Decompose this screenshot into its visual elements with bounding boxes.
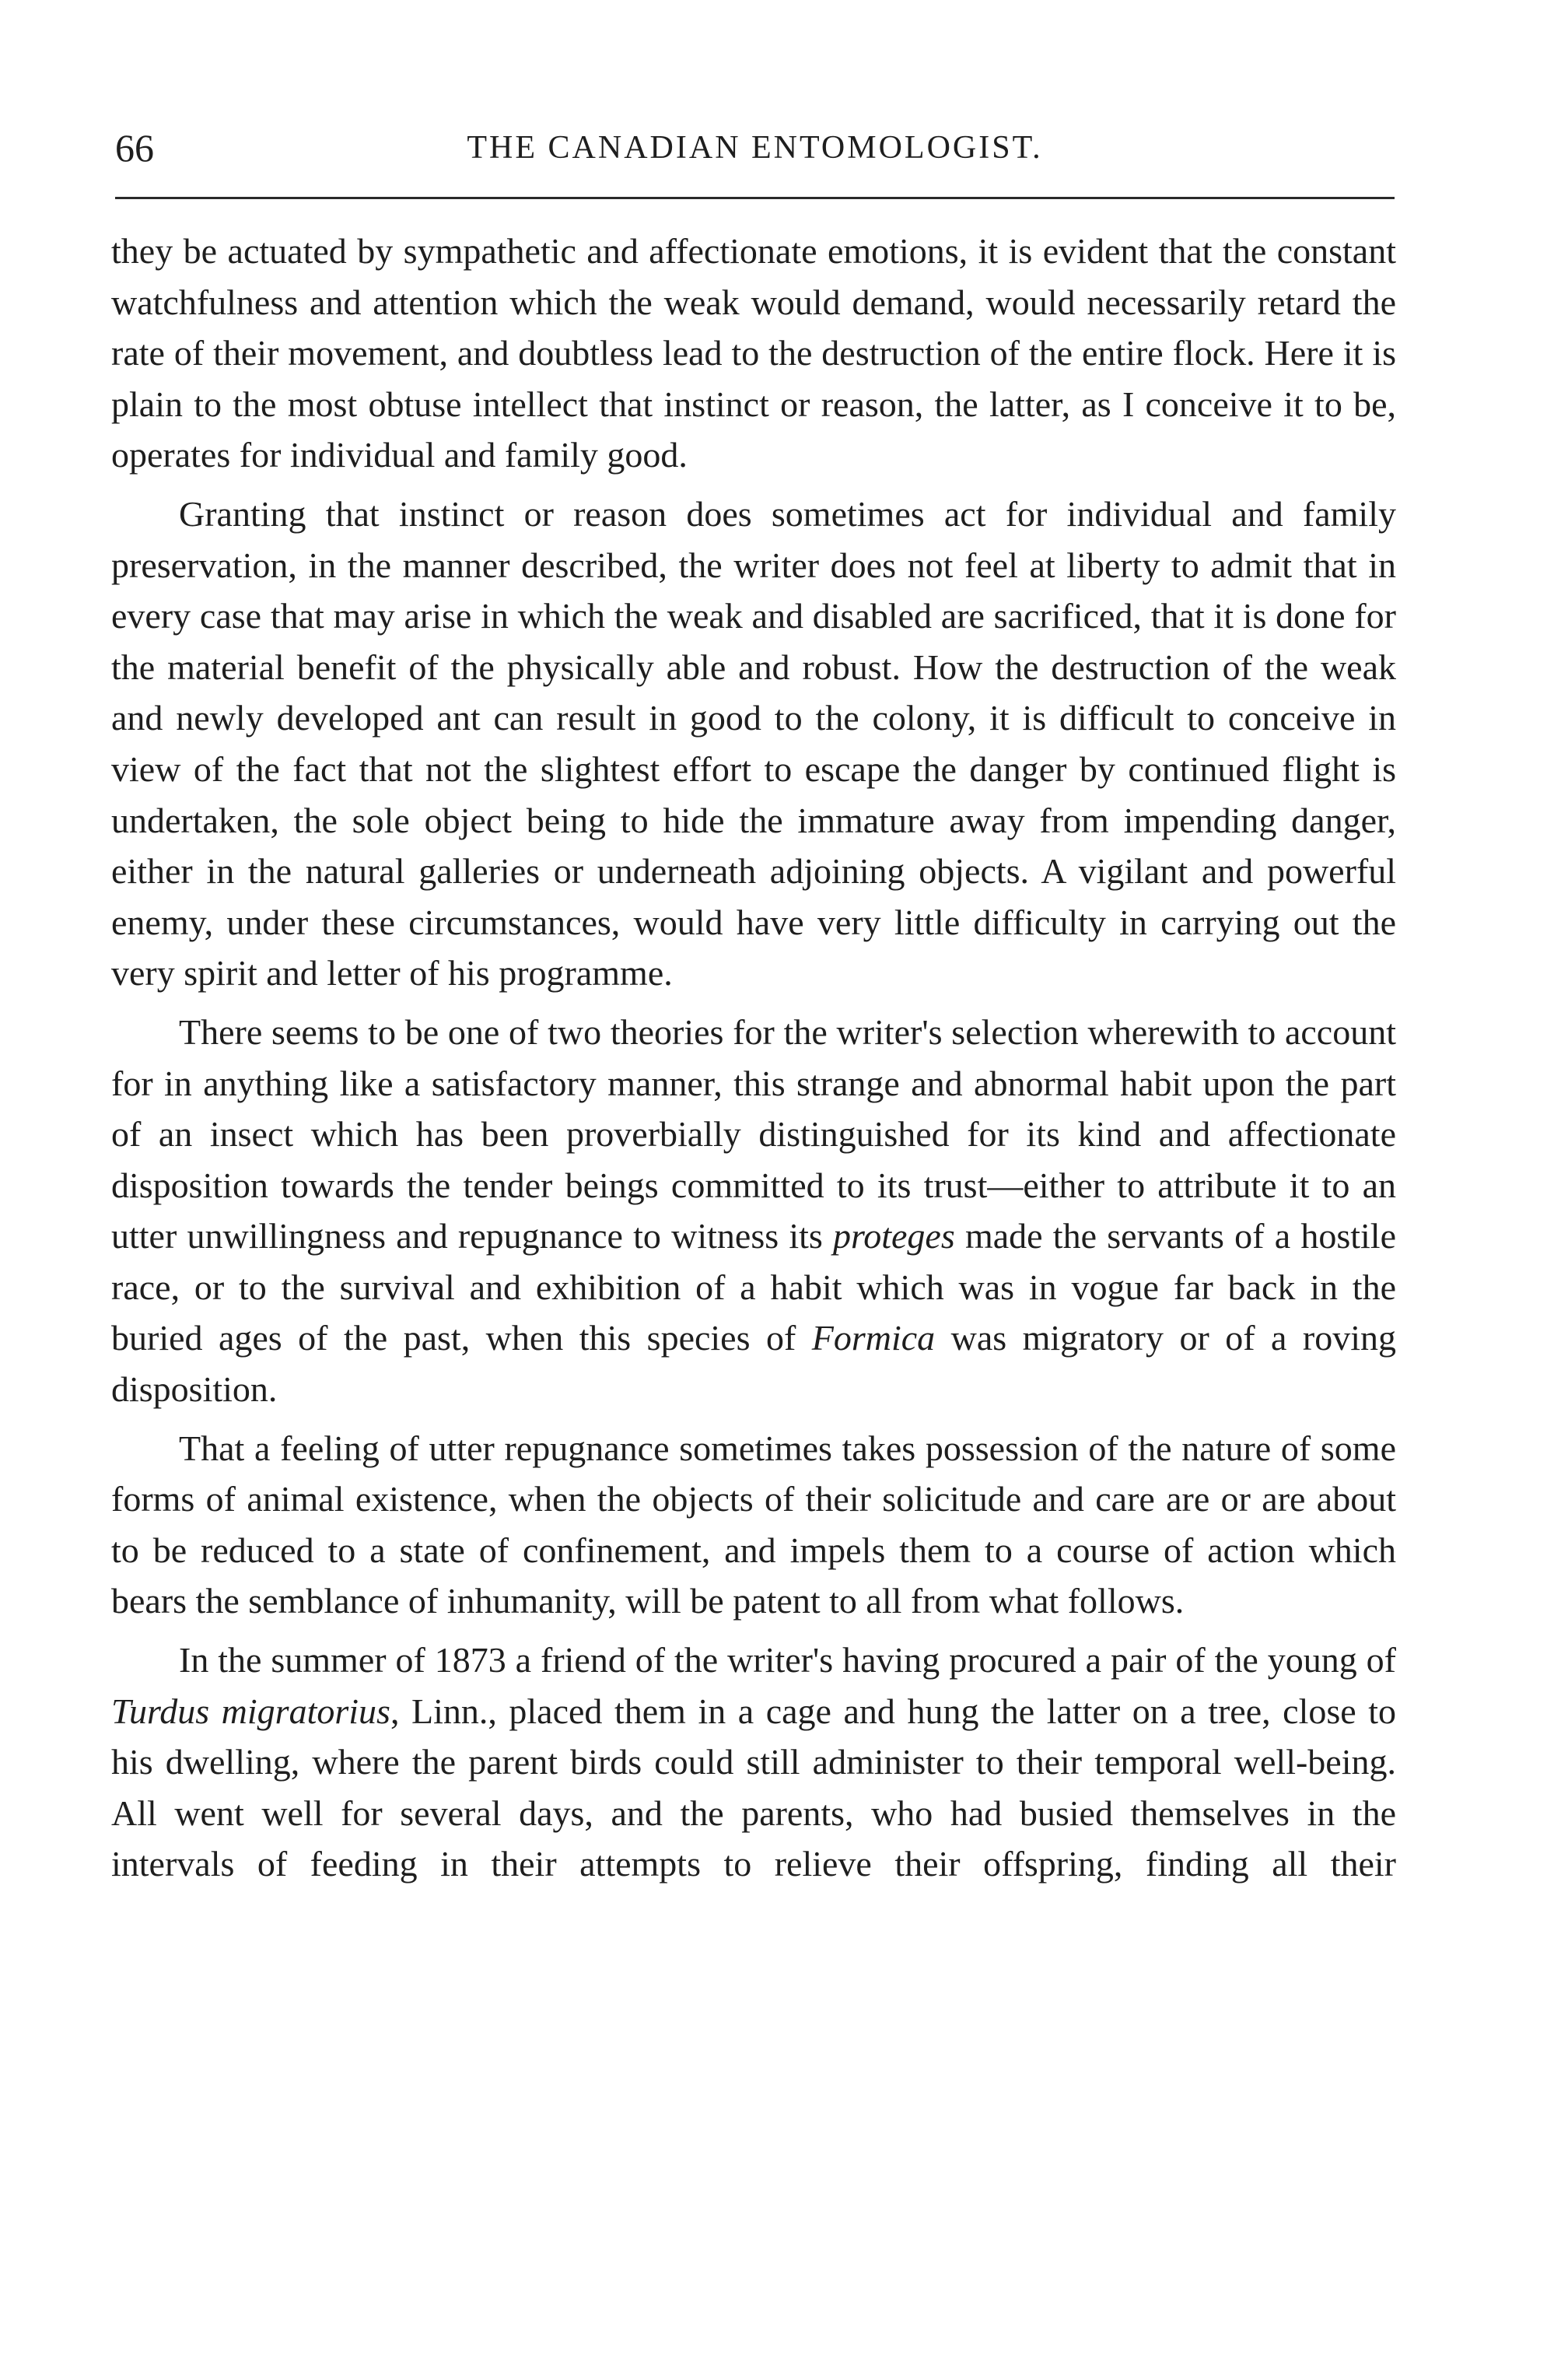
paragraph-5-text-b: , Linn., placed them in a cage and hung the latter on a tree, close to his dwelling, where the parent birds could still administer to their temporal well-being. All went well for several days, and the parents, who had busied themselves in the intervals of feeding in their attempts to relieve their offspring, finding all their — [111, 1691, 1396, 1884]
paragraph-3-text-b: made the servants of a hostile race, or to the survival and exhibition of a habit which was in vogue far back in the buried ages of the past, when this species of — [111, 1216, 1396, 1358]
paragraph-5-text-a: In the summer of 1873 a friend of the writer's having procured a pair of the young of — [179, 1640, 1396, 1680]
header-rule — [115, 197, 1395, 199]
paragraph-3-text-a: There seems to be one of two theories for the writer's selection wherewith to account for in anything like a satisfactory manner, this strange and abnormal habit upon the part of an insect which has been proverbially distinguished for its kind and affectionate disposition towards the tender beings committed to its trust—either to attribute it to an utter unwillingness and repugnance to witness its — [111, 1011, 1396, 1256]
paragraph-4-text: That a feeling of utter repugnance sometimes takes possession of the nature of some forms of animal existence, when the objects of their solicitude and care are or are about to be reduced to a state of confinement, and impels them to a course of action which bears the semblance of inhumanity, will be patent to all from what follows. — [111, 1428, 1396, 1621]
article-body — [111, 226, 1396, 1898]
paragraph-3-text-c: was migratory or of a roving disposition. — [111, 1318, 1396, 1410]
paragraph-5-italic-species: Turdus migratorius — [111, 1691, 390, 1731]
running-title: THE CANADIAN ENTOMOLOGIST. — [467, 130, 1043, 166]
page-number: 66 — [115, 126, 154, 170]
paragraph-1 — [111, 226, 1396, 481]
paragraph-3-italic-proteges: proteges — [833, 1216, 955, 1256]
paragraph-2-text: Granting that instinct or reason does sometimes act for individual and family preservation, in the manner described, the writer does not feel at liberty to admit that in every case that may arise in which the weak and disabled are sacrificed, that it is done for the material benefit of the physically able and robust. How the destruction of the weak and newly developed ant can result in good to the colony, it is difficult to conceive in view of the fact that not the slightest effort to escape the danger by continued flight is undertaken, the sole object being to hide the immature away from impending danger, either in the natural galleries or underneath adjoining objects. A vigilant and powerful enemy, under these circumstances, would have very little difficulty in carrying out the very spirit and letter of his programme. — [111, 493, 1396, 994]
page-header — [115, 117, 1395, 179]
paragraph-3-italic-formica: Formica — [811, 1318, 936, 1358]
paragraph-1-text: they be actuated by sympathetic and affectionate emotions, it is evident that the constant watchfulness and attention which the weak would demand, would necessarily retard the rate of their movement, and doubtless lead to the destruction of the entire flock. Here it is plain to the most obtuse intellect that instinct or reason, the latter, as I conceive it to be, operates for individual and family good. — [111, 231, 1396, 475]
paragraph-5 — [111, 1635, 1396, 1890]
paragraph-2 — [111, 489, 1396, 999]
paragraph-3 — [111, 1007, 1396, 1415]
paragraph-4 — [111, 1423, 1396, 1627]
